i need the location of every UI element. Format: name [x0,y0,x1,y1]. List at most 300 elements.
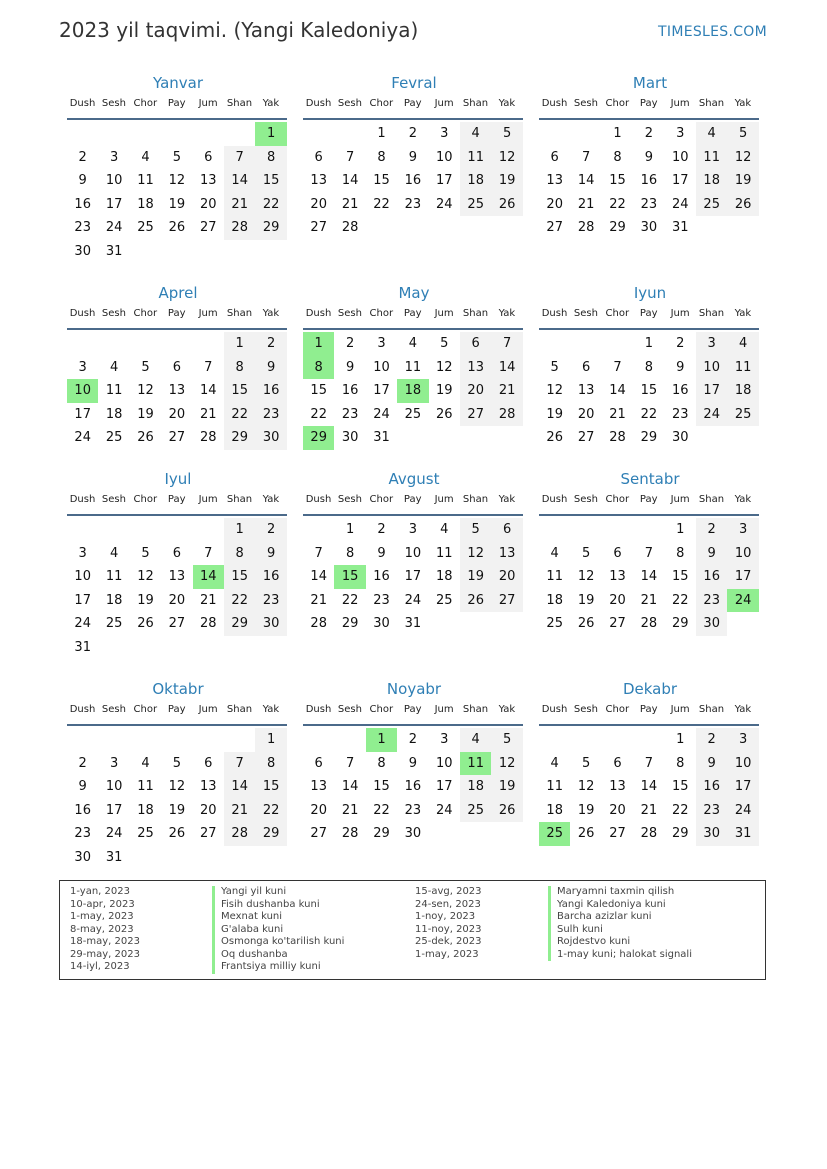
weekday-label: Yak [498,308,516,319]
day-cell: 30 [640,220,658,235]
day-cell: 27 [546,220,563,235]
weekday-label: Sesh [337,494,362,505]
weekday-label: Shan [462,98,489,109]
day-cell: 8 [235,359,244,375]
day-cell: 17 [734,569,752,584]
day-cell: 28 [609,430,626,445]
day-cell: 23 [373,592,390,608]
day-cell: 22 [262,802,280,818]
weekday-label: Dush [541,308,568,319]
day-cell: 7 [613,359,622,375]
day-cell: 18 [467,779,484,794]
day-cell: 31 [404,616,422,631]
day-cell: 4 [738,336,748,351]
weekday-header [539,308,761,326]
month-name: Dekabr [622,680,678,698]
day-cell: 15 [609,173,626,188]
weekday-header [303,704,525,722]
day-cell: 5 [471,522,480,537]
day-cell: 4 [471,732,480,747]
day-cell: 16 [703,779,720,794]
day-cell: 13 [609,569,626,584]
day-cell: 5 [581,755,591,771]
day-cell: 7 [644,545,654,561]
day-cell: 15 [640,383,658,398]
day-cell: 10 [436,755,453,771]
weekday-label: Yak [734,704,752,715]
day-cell: 21 [609,406,626,422]
day-cell: 20 [546,196,563,212]
day-cell: 3 [78,545,87,561]
day-cell: 25 [467,196,484,212]
day-cell: 13 [310,779,327,794]
weekday-label: Chor [605,308,630,319]
day-cell: 1 [613,126,622,141]
weekday-label: Dush [541,494,568,505]
day-cell: 8 [676,545,685,561]
day-cell: 9 [644,149,654,165]
day-cell: 20 [310,196,327,212]
day-cell: 16 [672,383,689,398]
day-cell: 27 [609,616,626,631]
day-cell: 24 [703,406,720,422]
day-cell: 30 [262,430,280,445]
legend-holiday-name: Mexnat kuni [212,911,344,924]
day-cell: 13 [467,359,484,375]
day-cell: 20 [310,802,327,818]
weekday-label: Pay [403,308,422,319]
day-cell: 10 [734,545,752,561]
day-cell: 10 [734,755,752,771]
legend-date: 29-may, 2023 [70,948,140,960]
legend-holiday-name: Barcha azizlar kuni [548,911,692,924]
day-cell: 14 [310,569,327,584]
day-cell: 29 [341,616,359,631]
day-cell: 26 [436,406,453,422]
day-cell: 9 [408,149,418,165]
month-name: Yanvar [152,74,204,92]
day-cell: 15 [373,173,390,188]
weekday-label: Jum [670,704,690,715]
header-divider [303,118,523,120]
weekday-label: Yak [262,98,280,109]
weekday-label: Shan [226,308,253,319]
day-cell: 22 [310,406,327,422]
legend-date: 8-may, 2023 [70,923,134,935]
weekday-label: Sesh [101,494,126,505]
day-cell: 31 [74,639,91,655]
weekday-label: Sesh [573,308,598,319]
day-cell: 1 [644,336,654,351]
day-cell: 27 [168,616,186,631]
day-cell: 30 [341,430,359,445]
day-cell: 4 [471,126,480,141]
day-cell: 25 [703,196,720,212]
day-cell: 25 [137,220,154,235]
day-cell: 7 [345,149,355,165]
day-cell: 9 [676,359,685,375]
legend-date: 24-sen, 2023 [415,898,481,910]
day-cell: 21 [231,196,248,212]
day-cell: 21 [341,196,359,212]
day-cell: 23 [74,220,91,235]
day-cell: 9 [266,359,276,375]
day-cell: 14 [231,779,248,794]
day-cell: 9 [707,545,716,561]
day-grid [539,332,761,473]
day-cell: 19 [137,406,154,422]
day-cell: 16 [262,383,280,398]
day-cell: 18 [703,173,720,188]
weekday-label: Dush [305,308,332,319]
day-cell: 15 [310,383,327,398]
day-cell: 3 [377,336,386,351]
day-cell: 19 [168,196,186,212]
day-cell: 28 [640,826,658,841]
weekday-label: Yak [734,308,752,319]
day-cell: 29 [262,826,280,841]
day-cell: 28 [200,616,217,631]
header-divider [67,724,287,726]
day-cell: 30 [703,826,720,841]
day-cell: 28 [640,616,658,631]
day-cell: 15 [672,569,689,584]
day-cell: 1 [676,732,685,747]
day-cell: 28 [341,826,359,841]
day-cell: 18 [546,802,563,818]
day-cell: 22 [609,196,626,212]
day-cell: 12 [436,359,453,375]
day-cell: 29 [672,826,689,841]
day-cell: 7 [345,755,355,771]
weekday-label: Jum [434,98,454,109]
day-cell: 28 [231,220,248,235]
day-cell: 9 [377,545,386,561]
day-cell: 1 [266,732,276,747]
day-cell: 16 [640,173,658,188]
day-cell: 7 [644,755,654,771]
day-cell: 18 [467,173,484,188]
day-cell: 19 [436,383,453,398]
weekday-label: Jum [434,704,454,715]
weekday-label: Chor [369,494,394,505]
day-cell: 28 [341,220,359,235]
day-cell: 27 [310,220,327,235]
day-cell: 14 [640,569,658,584]
day-cell: 17 [74,406,91,422]
legend-holiday-name: Oq dushanba [212,949,344,962]
weekday-label: Chor [133,704,158,715]
day-cell: 5 [172,149,182,165]
legend-date: 11-noy, 2023 [415,923,482,935]
legend-holiday-name: Yangi Kaledoniya kuni [548,899,692,912]
day-cell: 21 [640,592,658,608]
day-cell: 4 [109,359,119,375]
weekday-label: Chor [605,98,630,109]
weekday-label: Shan [226,98,253,109]
day-cell: 13 [546,173,563,188]
holiday-legend [59,880,766,980]
day-cell: 27 [200,220,217,235]
day-cell: 20 [609,802,626,818]
day-cell: 3 [738,522,748,537]
day-cell: 9 [707,755,716,771]
weekday-header [303,308,525,326]
day-cell: 8 [266,755,276,771]
day-cell: 13 [577,383,595,398]
day-cell: 7 [235,755,244,771]
day-cell: 12 [137,383,154,398]
legend-date: 14-iyl, 2023 [70,961,130,972]
weekday-label: Chor [605,494,630,505]
day-cell: 10 [436,149,453,165]
day-cell: 5 [502,732,512,747]
day-cell: 3 [109,149,119,165]
day-cell: 7 [235,149,244,165]
day-cell: 3 [707,336,716,351]
day-cell: 20 [467,383,484,398]
day-cell: 17 [436,779,453,794]
day-cell: 17 [672,173,689,188]
day-cell: 1 [676,522,685,537]
day-cell: 4 [707,126,716,141]
day-cell: 24 [373,406,390,422]
weekday-label: Pay [639,308,658,319]
day-cell: 8 [345,545,355,561]
legend-holiday-name: Frantsiya milliy kuni [212,961,344,974]
weekday-label: Chor [369,308,394,319]
weekday-label: Sesh [337,308,362,319]
day-cell: 20 [200,802,217,818]
month-name: Aprel [158,284,198,302]
header-divider [303,328,523,330]
legend-holiday-name: Maryamni taxmin qilish [548,886,692,899]
day-cell: 16 [262,569,280,584]
day-cell: 23 [404,196,422,212]
month-name: Oktabr [152,680,204,698]
day-cell: 26 [467,592,484,608]
day-cell: 20 [168,592,186,608]
weekday-label: Shan [698,98,725,109]
day-cell: 5 [440,336,449,351]
day-cell: 6 [502,522,512,537]
day-cell: 20 [168,406,186,422]
day-cell: 31 [373,430,390,445]
weekday-label: Dush [541,98,568,109]
day-cell: 24 [105,826,123,841]
weekday-label: Shan [462,704,489,715]
day-cell: 21 [310,592,327,608]
day-cell: 27 [467,406,484,422]
weekday-label: Shan [462,494,489,505]
header-divider [539,514,759,516]
weekday-label: Sesh [573,494,598,505]
weekday-label: Jum [434,308,454,319]
day-cell: 2 [377,522,386,537]
day-cell: 30 [373,616,390,631]
day-cell: 21 [231,802,248,818]
day-cell: 6 [581,359,591,375]
weekday-label: Sesh [101,98,126,109]
day-cell: 30 [672,430,689,445]
day-cell: 28 [498,406,516,422]
day-cell: 18 [436,569,453,584]
day-cell: 16 [404,779,422,794]
day-cell: 21 [640,802,658,818]
month-name: Noyabr [386,680,442,698]
month-name: Mart [632,74,668,92]
day-cell: 8 [377,149,386,165]
day-cell: 7 [204,545,213,561]
day-cell: 17 [404,569,422,584]
day-cell: 7 [314,545,323,561]
day-cell: 2 [266,522,276,537]
weekday-label: Shan [226,494,253,505]
day-cell: 21 [498,383,516,398]
weekday-label: Shan [226,704,253,715]
day-cell: 24 [436,802,453,818]
weekday-label: Pay [167,494,186,505]
day-cell: 8 [235,545,244,561]
day-cell: 12 [498,755,516,771]
day-cell: 10 [105,173,123,188]
day-cell: 31 [734,826,752,841]
day-cell: 27 [168,430,186,445]
day-cell: 14 [231,173,248,188]
month-name: Sentabr [620,470,680,488]
day-cell: 18 [734,383,752,398]
holiday-day-cell: 1 [366,728,397,752]
header-divider [67,514,287,516]
weekday-label: Chor [605,704,630,715]
weekday-label: Jum [198,704,218,715]
day-cell: 19 [498,779,516,794]
header-divider [539,328,759,330]
day-cell: 8 [676,755,685,771]
weekday-header [539,98,761,116]
day-cell: 1 [235,522,244,537]
day-cell: 17 [734,779,752,794]
weekday-label: Yak [734,98,752,109]
day-cell: 6 [204,149,213,165]
day-grid [539,518,761,659]
weekday-label: Pay [167,704,186,715]
day-cell: 6 [172,359,182,375]
day-cell: 23 [672,406,689,422]
day-cell: 8 [613,149,622,165]
legend-names-right [548,886,692,961]
day-cell: 12 [137,569,154,584]
day-cell: 22 [640,406,658,422]
day-cell: 11 [467,149,484,165]
legend-names-left [212,886,344,974]
day-cell: 29 [373,826,390,841]
day-cell: 2 [266,336,276,351]
day-cell: 3 [440,732,449,747]
day-cell: 10 [74,569,91,584]
month-name: May [398,284,430,302]
day-cell: 18 [137,196,154,212]
month-name: Iyul [164,470,192,488]
day-cell: 2 [408,732,418,747]
weekday-header [67,98,289,116]
day-cell: 6 [314,755,323,771]
weekday-label: Yak [262,308,280,319]
day-cell: 19 [546,406,563,422]
day-cell: 25 [467,802,484,818]
day-cell: 14 [341,779,359,794]
day-cell: 10 [105,779,123,794]
legend-holiday-name: Osmonga ko'tarilish kuni [212,936,344,949]
weekday-label: Jum [670,494,690,505]
holiday-day-cell: 15 [334,565,365,589]
day-cell: 16 [703,569,720,584]
day-cell: 2 [345,336,355,351]
day-cell: 22 [262,196,280,212]
day-cell: 10 [672,149,689,165]
weekday-label: Dush [69,308,96,319]
day-cell: 8 [644,359,654,375]
day-cell: 12 [467,545,484,561]
weekday-label: Pay [639,98,658,109]
day-cell: 16 [74,196,91,212]
day-grid [67,518,289,659]
day-cell: 27 [200,826,217,841]
legend-date: 1-may, 2023 [70,911,134,922]
day-cell: 5 [502,126,512,141]
day-cell: 29 [609,220,626,235]
weekday-label: Yak [262,704,280,715]
legend-holiday-name: Yangi yil kuni [212,886,344,899]
day-cell: 17 [703,383,720,398]
day-cell: 15 [672,779,689,794]
legend-holiday-name: Rojdestvo kuni [548,936,692,949]
day-cell: 11 [546,779,563,794]
weekday-header [67,704,289,722]
day-cell: 3 [440,126,449,141]
day-cell: 31 [105,849,123,865]
day-cell: 23 [703,802,720,818]
day-cell: 19 [168,802,186,818]
day-cell: 4 [109,545,119,561]
month-name: Iyun [633,284,667,302]
day-cell: 2 [408,126,418,141]
day-cell: 26 [498,802,516,818]
day-cell: 27 [498,592,516,608]
day-cell: 14 [200,383,217,398]
legend-date: 25-dek, 2023 [415,936,482,947]
day-cell: 9 [78,779,87,794]
day-cell: 18 [137,802,154,818]
legend-holiday-name: Sulh kuni [548,924,692,937]
day-cell: 15 [262,779,280,794]
day-cell: 22 [373,196,390,212]
day-cell: 23 [262,592,280,608]
brand-link[interactable]: TIMESLES.COM [658,24,767,40]
weekday-label: Pay [639,704,658,715]
weekday-label: Chor [133,494,158,505]
weekday-label: Pay [403,704,422,715]
weekday-label: Dush [305,704,332,715]
weekday-label: Sesh [573,98,598,109]
day-cell: 19 [467,569,484,584]
day-cell: 9 [345,359,355,375]
day-cell: 6 [204,755,213,771]
day-grid [303,122,525,263]
day-cell: 14 [341,173,359,188]
day-grid [67,332,289,473]
holiday-day-cell: 25 [539,822,570,846]
